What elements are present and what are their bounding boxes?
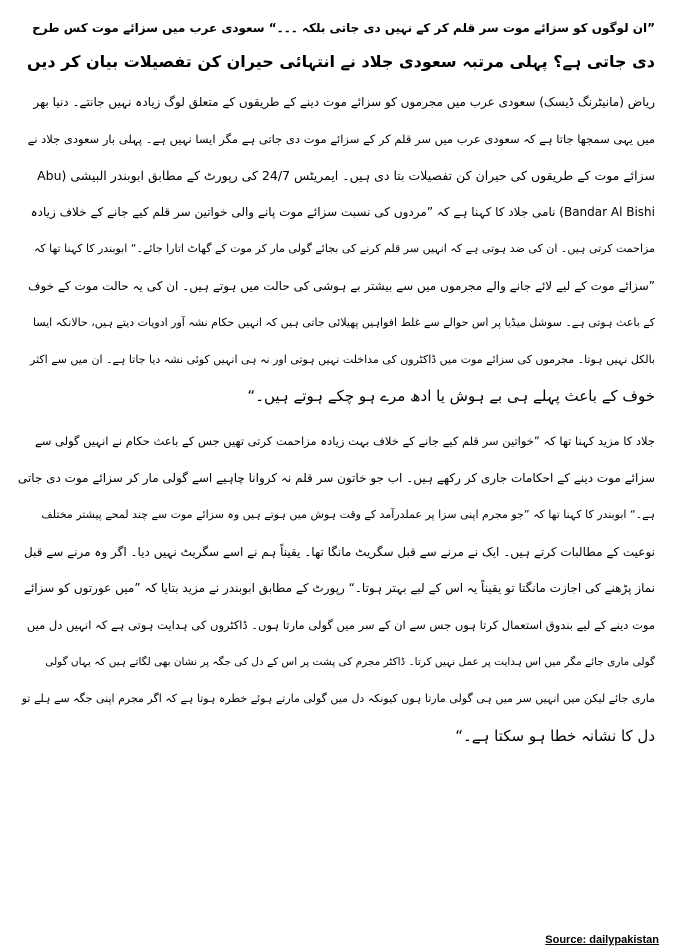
paragraph-line: میں یہی سمجھا جاتا ہے کہ سعودی عرب میں سر قلم کر کے سزائے موت دی جاتی ہے مگر ایسا نہیں ہے۔ پہلی بار سعودی جلاد نے <box>27 131 655 146</box>
paragraph-line: ”سزائے موت کے لیے لائے جانے والے مجرموں میں سے بیشتر بے ہوشی کی حالت میں ہوتے ہیں۔ ان کی یہ حالت موت کے خوف <box>28 278 655 293</box>
paragraph-line: نماز پڑھنے کی اجازت مانگتا تو یقیناً یہ اس کے لیے بہتر ہوتا۔“ رپورٹ کے مطابق ابوبندر نے مزید بتایا کہ ”میں عورتوں کو سزائے <box>23 581 655 596</box>
paragraph-line: مزاحمت کرتی ہیں۔ ان کی ضد ہوتی ہے کہ انہیں سر قلم کرنے کی بجائے گولی مار کر موت کے گھاٹ اتارا جائے۔“ ابوبندر کا کہنا تھا کہ <box>33 242 655 256</box>
article-paragraph-1 <box>18 84 655 415</box>
paragraph-line: ریاض (مانیٹرنگ ڈیسک) سعودی عرب میں مجرموں کو سزائے موت دینے کے طریقوں کے متعلق لوگ زیادہ نہیں جانتے۔ دنیا بھر <box>33 95 655 109</box>
paragraph-line: جلاد کا مزید کہنا تھا کہ ”خواتین سر قلم کیے جانے کے خلاف بہت زیادہ مزاحمت کرتی تھیں جس کے باعث حکام نے انہیں گولی سے <box>34 434 655 449</box>
headline-line: ”ان لوگوں کو سزائے موت سر قلم کر کے نہیں دی جاتی بلکہ ۔۔۔“ سعودی عرب میں سزائے موت کس طرح <box>32 21 655 35</box>
article-paragraph-2 <box>18 423 655 754</box>
paragraph-line: نوعیت کے مطالبات کرتے ہیں۔ ایک نے مرنے سے قبل سگریٹ مانگا تھا۔ یقیناً ہم نے اسے سگریٹ نہیں دیا۔ اگر وہ مرنے سے قبل <box>24 544 655 559</box>
paragraph-line: سزائے موت دینے کے احکامات جاری کر رکھے ہیں۔ اب جو خاتون سر قلم نہ کروانا چاہیے اسے گولی مار کر سزائے موت دی جاتی <box>18 470 655 485</box>
paragraph-line: Bandar Al Bishi) نامی جلاد کا کہنا ہے کہ ”مردوں کی نسبت سزائے موت پانے والی خواتین سر قلم کیے جانے کے خلاف زیادہ <box>30 205 655 220</box>
paragraph-line: ماری جائے لیکن میں انہیں سر میں ہی گولی مارتا ہوں کیونکہ دل میں گولی مارتے ہوئے خطرہ ہوتا ہے کہ اگر مجرم اپنی جگہ سے ہلے تو <box>21 691 655 705</box>
article-headline <box>18 12 655 78</box>
paragraph-line: گولی ماری جائے مگر میں اس ہدایت پر عمل نہیں کرتا۔ ڈاکٹر مجرم کی پشت پر اس کے دل کی جگہ پر نشان بھی لگاتے ہیں کہ یہاں گولی <box>45 655 655 668</box>
source-credit: Source: dailypakistan <box>545 934 659 946</box>
paragraph-line: بالکل نہیں ہوتا۔ مجرموں کی سزائے موت میں ڈاکٹروں کی مداخلت نہیں ہوتی اور نہ ہی انہیں کوئی نشہ دیا جاتا ہے۔ ان میں سے اکثر <box>30 352 655 366</box>
paragraph-line: سزائے موت کے طریقوں کی حیران کن تفصیلات بتا دی ہیں۔ ایمریٹس 24/7 کی رپورٹ کے مطابق ابوبندر البیشی (Abu <box>37 167 655 183</box>
paragraph-line: خوف کے باعث پہلے ہی بے ہوش یا ادھ مرے ہو چکے ہوتے ہیں۔“ <box>247 387 655 406</box>
paragraph-line: موت دینے کے لیے بندوق استعمال کرتا ہوں جس سے ان کے سر میں گولی مارتا ہوں۔ ڈاکٹروں کی ہدایت ہوتی ہے کہ انہیں دل میں <box>26 618 655 633</box>
headline-line: دی جاتی ہے؟ پہلی مرتبہ سعودی جلاد نے انتہائی حیران کن تفصیلات بیان کر دیں <box>26 52 655 71</box>
paragraph-line: دل کا نشانہ خطا ہو سکتا ہے۔“ <box>455 726 655 745</box>
paragraph-line: ہے۔“ ابوبندر کا کہنا تھا کہ ”جو مجرم اپنی سزا پر عملدرآمد کے وقت ہوش میں ہوتے ہیں وہ سزائے موت سے چند لمحے پیشتر مختلف <box>41 507 655 521</box>
paragraph-line: کے باعث ہوتی ہے۔ سوشل میڈیا پر اس حوالے سے غلط افواہیں پھیلائی جاتی ہیں کہ انہیں حکام نشہ آور ادویات دیتے ہیں، حالانکہ ایسا <box>32 315 655 329</box>
